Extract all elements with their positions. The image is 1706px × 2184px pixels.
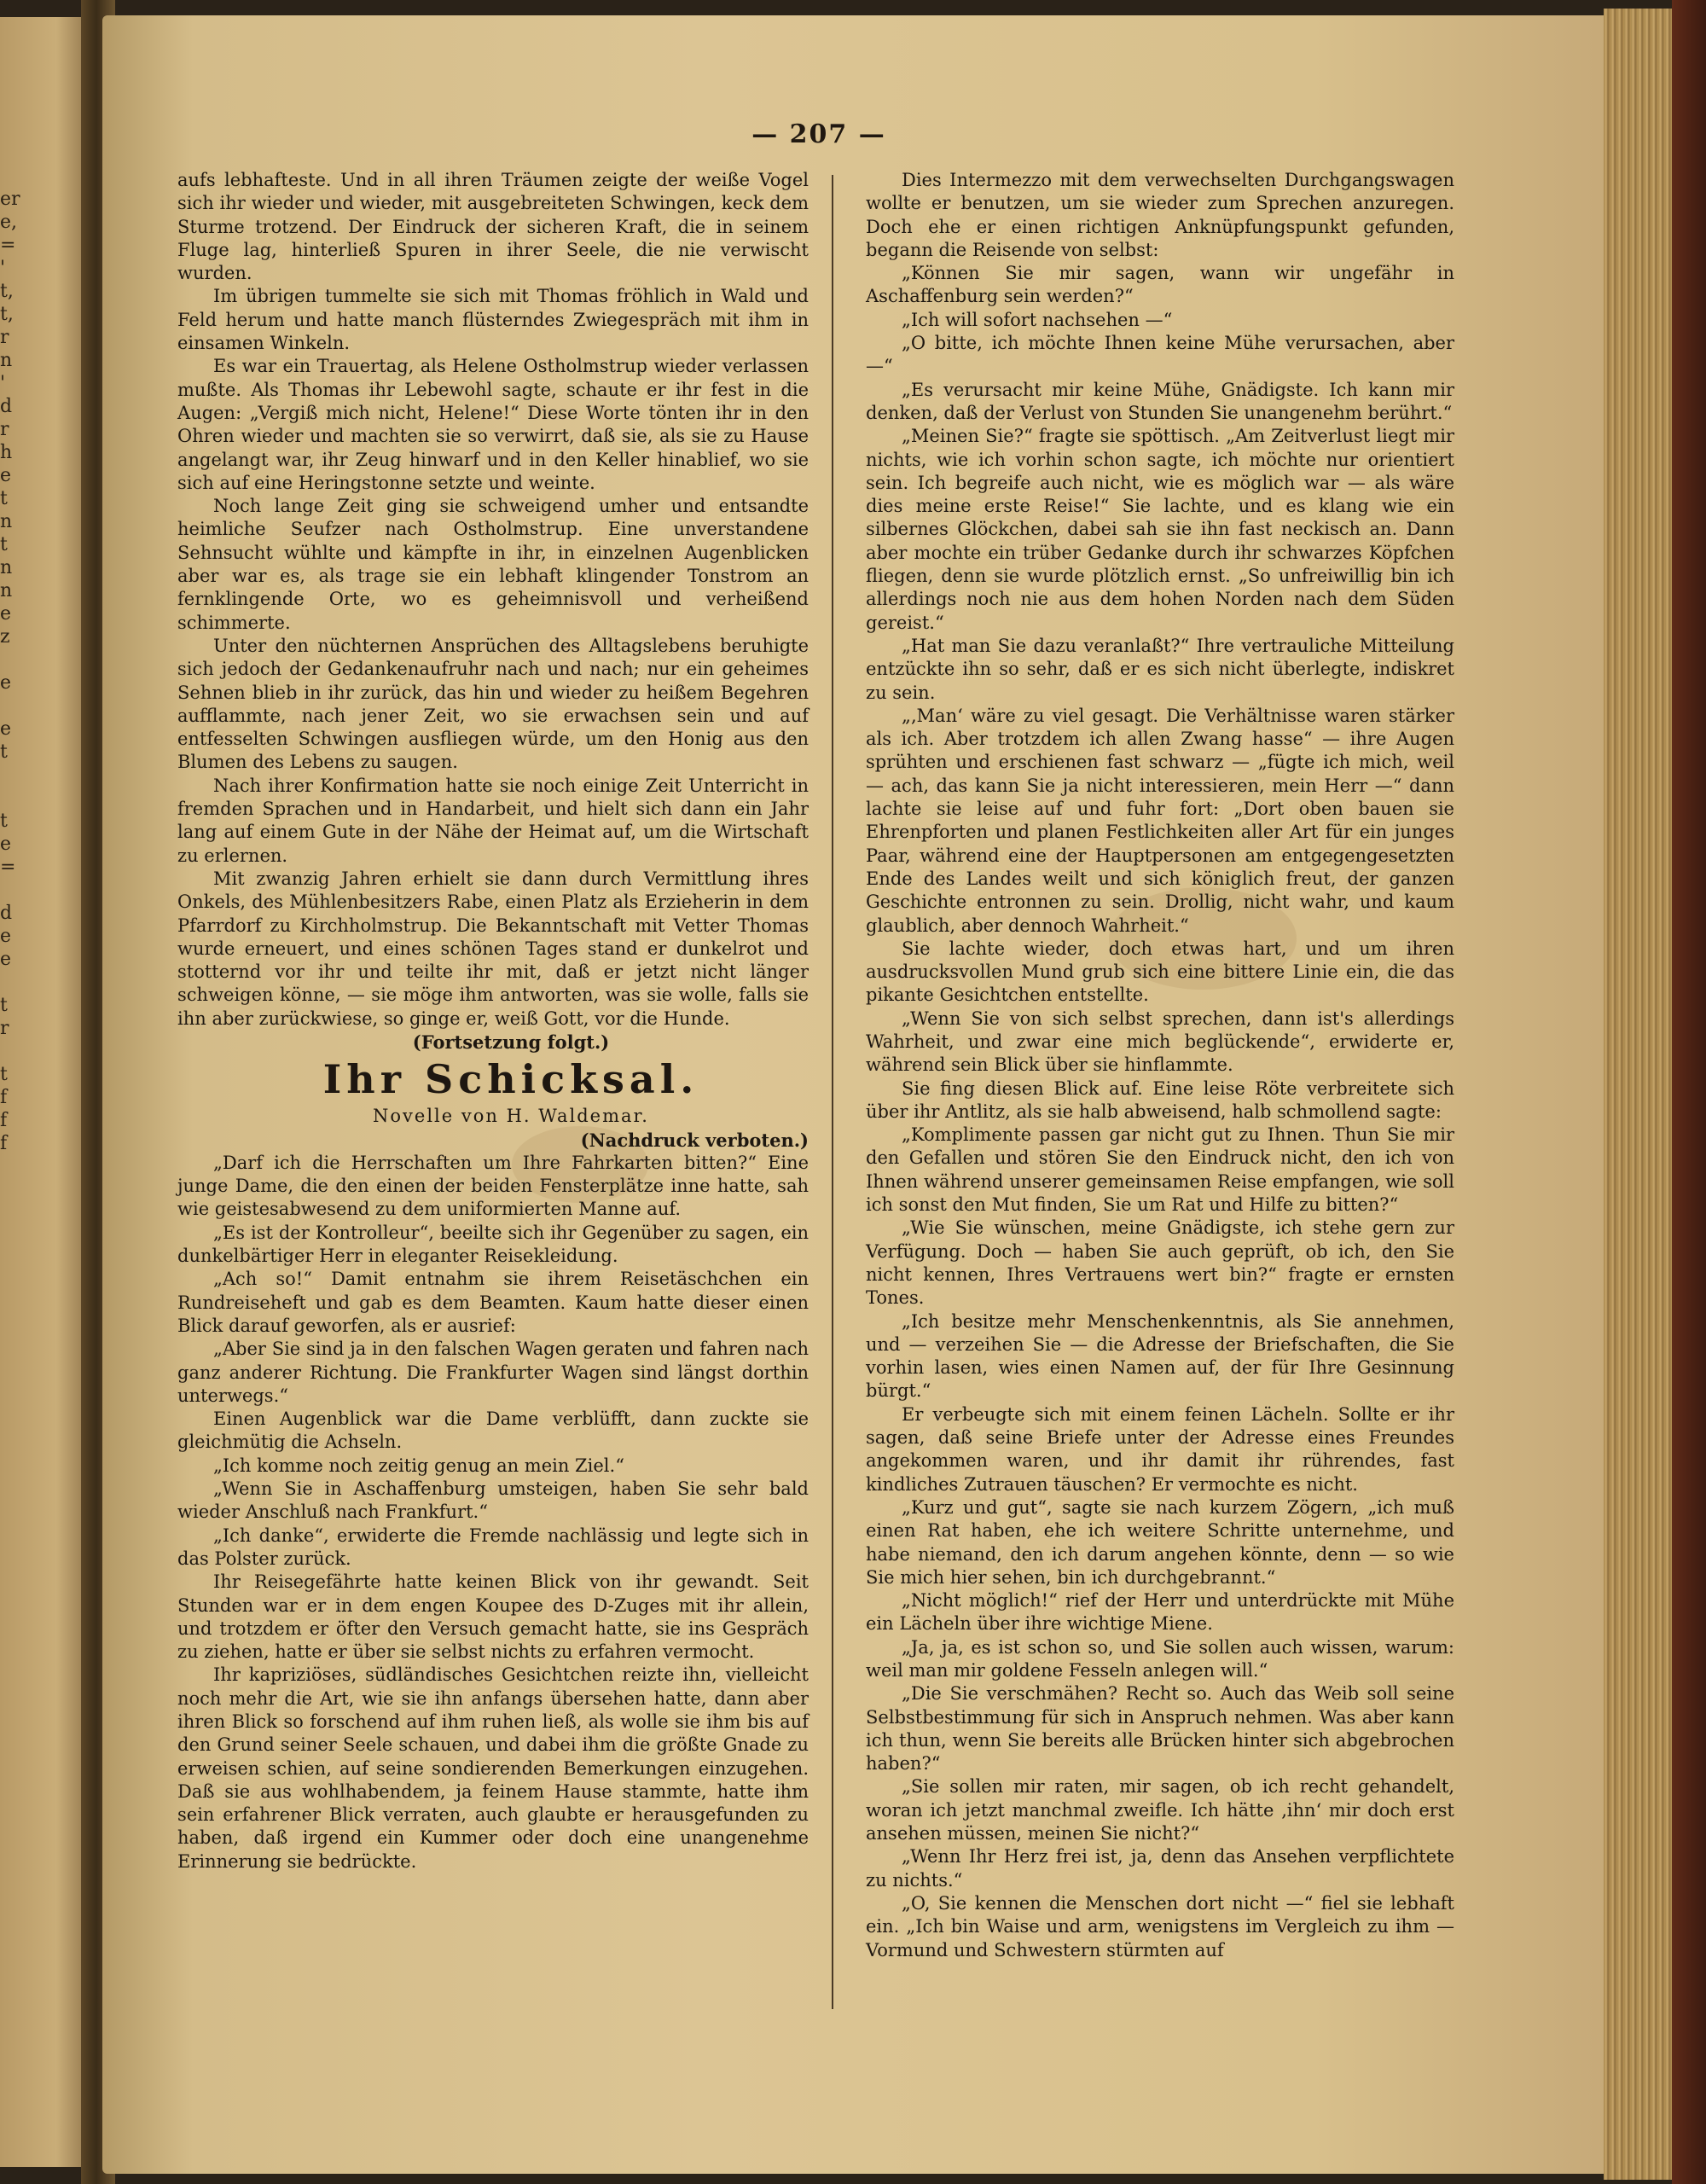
paragraph: Es war ein Trauertag, als Helene Ostholmstrup wieder verlassen mußte. Als Thomas ihr Lebewohl sagte, schaute er ihr fest in die Augen: „Vergiß mich nicht, Helene!“ Diese Worte tönten ihr in den Ohren wieder und machten sie so verwirrt, daß sie, als sie zu Hause angelangt war, ihr Zeug hinwarf und in den Keller hinablief, wo sie sich auf eine Heringstonne setzte und weinte. — [177, 356, 809, 493]
previous-page-fragment: t — [0, 810, 8, 832]
previous-page-fragment: ' — [0, 373, 6, 394]
previous-page-fragment: e, — [0, 212, 18, 233]
previous-page-fragment: n — [0, 350, 13, 371]
paragraph: Ihr Reisegefährte hatte keinen Blick von ihr gewandt. Seit Stunden war er in dem engen Koupee des D-Zuges mit ihr allein, und trotzdem er öfter den Versuch gemacht hatte, sie ins Gespräch zu ziehen, hatte er über sie selbst nichts zu erfahren vermocht. — [177, 1571, 809, 1663]
previous-page-fragment: t — [0, 741, 8, 763]
previous-page-fragment: = — [0, 857, 16, 878]
paragraph: „Ich will sofort nachsehen —“ — [902, 309, 1173, 330]
previous-page-fragment: t — [0, 488, 8, 509]
paragraph: „Wenn Sie in Aschaffenburg umsteigen, haben Sie sehr bald wieder Anschluß nach Frankfurt.“ — [177, 1478, 809, 1523]
left-column — [177, 169, 809, 1873]
previous-page-fragment: f — [0, 1110, 8, 1131]
paragraph: „Hat man Sie dazu veranlaßt?“ Ihre vertrauliche Mitteilung entzückte ihn so sehr, daß er es sich nicht überlegte, indiskret zu sein. — [866, 635, 1454, 703]
paragraph: „Sie sollen mir raten, mir sagen, ob ich recht gehandelt, woran ich jetzt manchmal zweifle. Ich hätte ‚ihn‘ mir doch erst ansehen müssen, meinen Sie nicht?“ — [866, 1776, 1454, 1844]
paragraph: Sie lachte wieder, doch etwas hart, und um ihren ausdrucksvollen Mund grub sich eine bittere Linie ein, die das pikante Gesichtchen entstellte. — [866, 938, 1454, 1006]
story-paragraphs — [177, 1152, 809, 1873]
paragraph: Noch lange Zeit ging sie schweigend umher und entsandte heimliche Seufzer nach Ostholmstrup. Eine unverstandene Sehnsucht wühlte und kämpfte in ihr, in einzelnen Augenblicken aber war es, als trage sie ein lebhaft klingender Tonstrom an fernklingende Orte, wo es geheimnisvoll und verheißend schimmerte. — [177, 496, 809, 633]
paragraph: „Wenn Ihr Herz frei ist, ja, denn das Ansehen verpflichtete zu nichts.“ — [866, 1846, 1454, 1891]
previous-page-fragment — [0, 764, 15, 787]
previous-page-fragment — [0, 787, 15, 810]
story-subtitle: Novelle von H. Waldemar. — [373, 1106, 649, 1127]
paragraph: „Kurz und gut“, sagte sie nach kurzem Zögern, „ich muß einen Rat haben, ehe ich weitere Schritte unternehme, und habe niemand, den ich darum angehen könnte, denn — so wie Sie mich hier sehen, bin ich durchgebrannt.“ — [866, 1496, 1454, 1588]
paragraph: „Ich danke“, erwiderte die Fremde nachlässig und legte sich in das Polster zurück. — [177, 1525, 809, 1569]
paragraph: „Aber Sie sind ja in den falschen Wagen geraten und fahren nach ganz anderer Richtung. Die Frankfurter Wagen sind längst dorthin unterwegs.“ — [177, 1339, 809, 1406]
previous-page-fragment: e — [0, 603, 12, 624]
left-column-paragraphs — [177, 169, 809, 1031]
previous-page-fragment: t — [0, 1064, 8, 1085]
paragraph: „Meinen Sie?“ fragte sie spöttisch. „Am Zeitverlust liegt mir nichts, wie ich vorhin schon sagte, ich möchte nur orientiert sein. Ich begreife auch nicht, wie es möglich war — als wäre dies meine erste Reise!“ Sie lachte, und es klang wie ein silbernes Glöckchen, dabei sah sie ihn fast neckisch an. Dann aber mochte ein trüber Gedanke durch ihr schwarzes Köpfchen fliegen, denn sie wurde plötzlich ernst. „So unfreiwillig bin ich allerdings noch nie aus dem hohen Norden nach dem Süden gereist.“ — [866, 426, 1454, 633]
previous-page-fragment: n — [0, 511, 13, 532]
previous-page-fragment — [0, 1040, 15, 1063]
paragraph: „‚Man‘ wäre zu viel gesagt. Die Verhältnisse waren stärker als ich. Aber trotzdem ich allen Zwang hasse“ — ihre Augen sprühten und erschienen fast schwarz — „fügte ich mich, weil — ach, das kann Sie ja nicht interessieren, mein Herr —“ dann lachte sie leise auf und fuhr fort: „Dort oben bauen sie Ehrenpforten und planen Festlichkeiten aller Art für ein junges Paar, während eine der Hauptpersonen am entgegengesetzten Ende des Landes weilt und sich königlich freut, der ganzen Geschichte entronnen zu sein. Drollig, nicht wahr, und kaum glaublich, aber dennoch Wahrheit.“ — [866, 705, 1454, 936]
previous-page-fragment: t — [0, 995, 8, 1016]
paragraph: „Wie Sie wünschen, meine Gnädigste, ich stehe gern zur Verfügung. Doch — haben Sie auch geprüft, ob ich, den Sie nicht kennen, Ihres Vertrauens wert bin?“ fragte er ernsten Tones. — [866, 1217, 1454, 1309]
paragraph: Unter den nüchternen Ansprüchen des Alltagslebens beruhigte sich jedoch der Gedankenaufruhr nach und nach; nur ein geheimes Sehnen blieb in ihr zurück, das hin und wieder zu heißem Begehren aufflammte, nach jener Zeit, wo sie erwachsen sein und auf entfesselten Schwingen ausfliegen würde, um den Honig aus den Blumen des Lebens zu saugen. — [177, 635, 809, 773]
paragraph: Im übrigen tummelte sie sich mit Thomas fröhlich in Wald und Feld herum und hatte manch flüsterndes Zwiegespräch mit ihm in einsamen Winkeln. — [177, 286, 809, 354]
paragraph: „Es ist der Kontrolleur“, beeilte sich ihr Gegenüber zu sagen, ein dunkelbärtiger Herr in eleganter Reisekleidung. — [177, 1222, 809, 1267]
previous-page-fragment: f — [0, 1133, 8, 1154]
right-column-paragraphs — [866, 169, 1454, 1962]
paragraph: „Ja, ja, es ist schon so, und Sie sollen auch wissen, warum: weil man mir goldene Fesseln anlegen will.“ — [866, 1636, 1454, 1681]
previous-page-fragment: e — [0, 926, 12, 947]
paragraph: Ihr kapriziöses, südländisches Gesichtchen reizte ihn, vielleicht noch mehr die Art, wie sie ihn anfangs übersehen hatte, dann aber ihren Blick so forschend auf ihm ruhen ließ, als wolle sie ihm bis auf den Grund seiner Seele schauen, und dabei ihm die größte Gnade zu erweisen schien, auf seine sondierenden Bemerkungen einzugehen. Daß sie aus wohlhabendem, ja feinem Hause stammte, hatte ihm sein erfahrener Blick verraten, auch glaubte er herausgefunden zu haben, daß irgend ein Kummer oder doch eine unangenehme Erinnerung sie bedrückte. — [177, 1664, 809, 1872]
paragraph: Einen Augenblick war die Dame verblüfft, dann zuckte sie gleichmütig die Achseln. — [177, 1409, 809, 1453]
right-column — [866, 169, 1454, 1962]
previous-page-fragment: e — [0, 949, 12, 970]
previous-page-fragment: r — [0, 1018, 9, 1039]
paragraph: Sie fing diesen Blick auf. Eine leise Röte verbreitete sich über ihr Antlitz, als sie halb abweisend, halb schmollend sagte: — [866, 1077, 1454, 1122]
previous-page-fragment: f — [0, 1087, 8, 1108]
previous-page-fragment — [0, 971, 15, 994]
paragraph: „Können Sie mir sagen, wann wir ungefähr in Aschaffenburg sein werden?“ — [866, 263, 1454, 307]
column-divider — [832, 175, 833, 2009]
paragraph: „O bitte, ich möchte Ihnen keine Mühe verursachen, aber —“ — [866, 333, 1454, 377]
previous-page-fragment: ' — [0, 258, 6, 279]
previous-page-fragment: e — [0, 718, 12, 740]
previous-page-fragment: z — [0, 626, 10, 648]
previous-page-fragment: t, — [0, 281, 14, 302]
previous-page-fragment — [0, 879, 15, 902]
book-cover-edge — [1672, 0, 1706, 2184]
paragraph: „O, Sie kennen die Menschen dort nicht —“ fiel sie lebhaft ein. „Ich bin Waise und arm, wenigstens im Vergleich zu ihm — Vormund und Schwestern stürmten auf — [866, 1892, 1454, 1960]
paragraph: „Wenn Sie von sich selbst sprechen, dann ist's allerdings Wahrheit, und zwar eine mich beglückende“, erwiderte er, während sein Blick über sie hinflammte. — [866, 1008, 1454, 1076]
previous-page-fragment: r — [0, 419, 9, 440]
previous-page-fragment: e — [0, 465, 12, 486]
paragraph: „Es verursacht mir keine Mühe, Gnädigste. Ich kann mir denken, daß der Verlust von Stunden Sie unangenehm berührt.“ — [866, 379, 1454, 423]
previous-page-fragment — [0, 694, 15, 717]
previous-page-fragment: e — [0, 834, 12, 855]
paragraph: Dies Intermezzo mit dem verwechselten Durchgangswagen wollte er benutzen, um sie wieder zum Sprechen anzuregen. Doch ehe er einen richtigen Anknüpfungspunkt gefunden, begann die Reisende von selbst: — [866, 170, 1454, 260]
previous-page-fragment: t, — [0, 304, 14, 325]
continuation-note: (Fortsetzung folgt.) — [412, 1031, 610, 1053]
previous-page-fragment: d — [0, 903, 13, 924]
paragraph: Er verbeugte sich mit einem feinen Lächeln. Sollte er ihr sagen, daß seine Briefe unter der Adresse eines Freundes angekommen waren, und ihr damit ihr rührendes, fast kindliches Zutrauen täuschen? Er vermochte es nicht. — [866, 1403, 1454, 1495]
previous-page-fragment: r — [0, 327, 9, 348]
previous-page-fragment — [0, 648, 15, 671]
paragraph: aufs lebhafteste. Und in all ihren Träumen zeigte der weiße Vogel sich ihr wieder und wieder, mit ausgebreiteten Schwingen, keck dem Sturme trotzend. Der Eindruck der sicheren Kraft, die in seinem Fluge lag, hinterließ Spuren in ihrer Seele, die nie verwischt wurden. — [177, 170, 809, 284]
paragraph: „Ach so!“ Damit entnahm sie ihrem Reisetäschchen ein Rundreiseheft und gab es dem Beamten. Kaum hatte dieser einen Blick darauf geworfen, als er ausrief: — [177, 1269, 809, 1336]
paragraph: „Nicht möglich!“ rief der Herr und unterdrückte mit Mühe ein Lächeln über ihre wichtige Miene. — [866, 1590, 1454, 1635]
reprint-notice: (Nachdruck verboten.) — [580, 1129, 809, 1151]
paragraph: „Komplimente passen gar nicht gut zu Ihnen. Thun Sie mir den Gefallen und stören Sie den Eindruck nicht, den ich von Ihnen während unserer gemeinsamen Reise empfangen, wie soll ich sonst den Mut finden, Sie um Rat und Hilfe zu bitten?“ — [866, 1124, 1454, 1216]
page-number: — 207 — — [751, 119, 886, 149]
paragraph: „Ich besitze mehr Menschenkenntnis, als Sie annehmen, und — verzeihen Sie — die Adresse der Briefschaften, die Sie vorhin lasen, wies einen Namen auf, der für Ihre Gesinnung bürgt.“ — [866, 1310, 1454, 1402]
previous-page-fragment: d — [0, 396, 13, 417]
previous-page-fragment: er — [0, 189, 20, 210]
previous-page-fragment: = — [0, 235, 16, 256]
previous-page-fragment: n — [0, 557, 13, 578]
previous-page-fragment: e — [0, 672, 12, 694]
previous-page-fragment: n — [0, 580, 13, 601]
paragraph: „Ich komme noch zeitig genug an mein Ziel.“ — [213, 1455, 624, 1476]
paragraph: „Die Sie verschmähen? Recht so. Auch das Weib soll seine Selbstbestimmung für sich in Anspruch nehmen. Was aber kann ich thun, wenn Sie bereits alle Brücken hinter sich abgebrochen haben?“ — [866, 1683, 1454, 1774]
previous-page-fragment: h — [0, 442, 13, 463]
paragraph: Mit zwanzig Jahren erhielt sie dann durch Vermittlung ihres Onkels, des Mühlenbesitzers Rabe, einen Platz als Erzieherin in dem Pfarrdorf zu Kirchholmstrup. Die Bekanntschaft mit Vetter Thomas wurde erneuert, und eines schönen Tages stand er dunkelrot und stotternd vor ihr und teilte ihr mit, daß er jetzt nicht länger schweigen könne, — sie möge ihm antworten, was sie wolle, falls sie ihn aber zurückwiese, so ginge er, weiß Gott, vor die Hunde. — [177, 868, 809, 1029]
previous-page-edge — [0, 17, 94, 2167]
story-title: Ihr Schicksal. — [322, 1056, 699, 1103]
previous-page-text-fragments — [0, 188, 20, 1155]
previous-page-fragment: t — [0, 534, 8, 555]
paragraph: Nach ihrer Konfirmation hatte sie noch einige Zeit Unterricht in fremden Sprachen und in Handarbeit, und hielt sich dann ein Jahr lang auf einem Gute in der Nähe der Heimat auf, um die Wirtschaft zu erlernen. — [177, 775, 809, 866]
paragraph: „Darf ich die Herrschaften um Ihre Fahrkarten bitten?“ Eine junge Dame, die den einen der beiden Fensterplätze inne hatte, sah wie geistesabwesend zu dem uniformierten Manne auf. — [177, 1152, 809, 1220]
